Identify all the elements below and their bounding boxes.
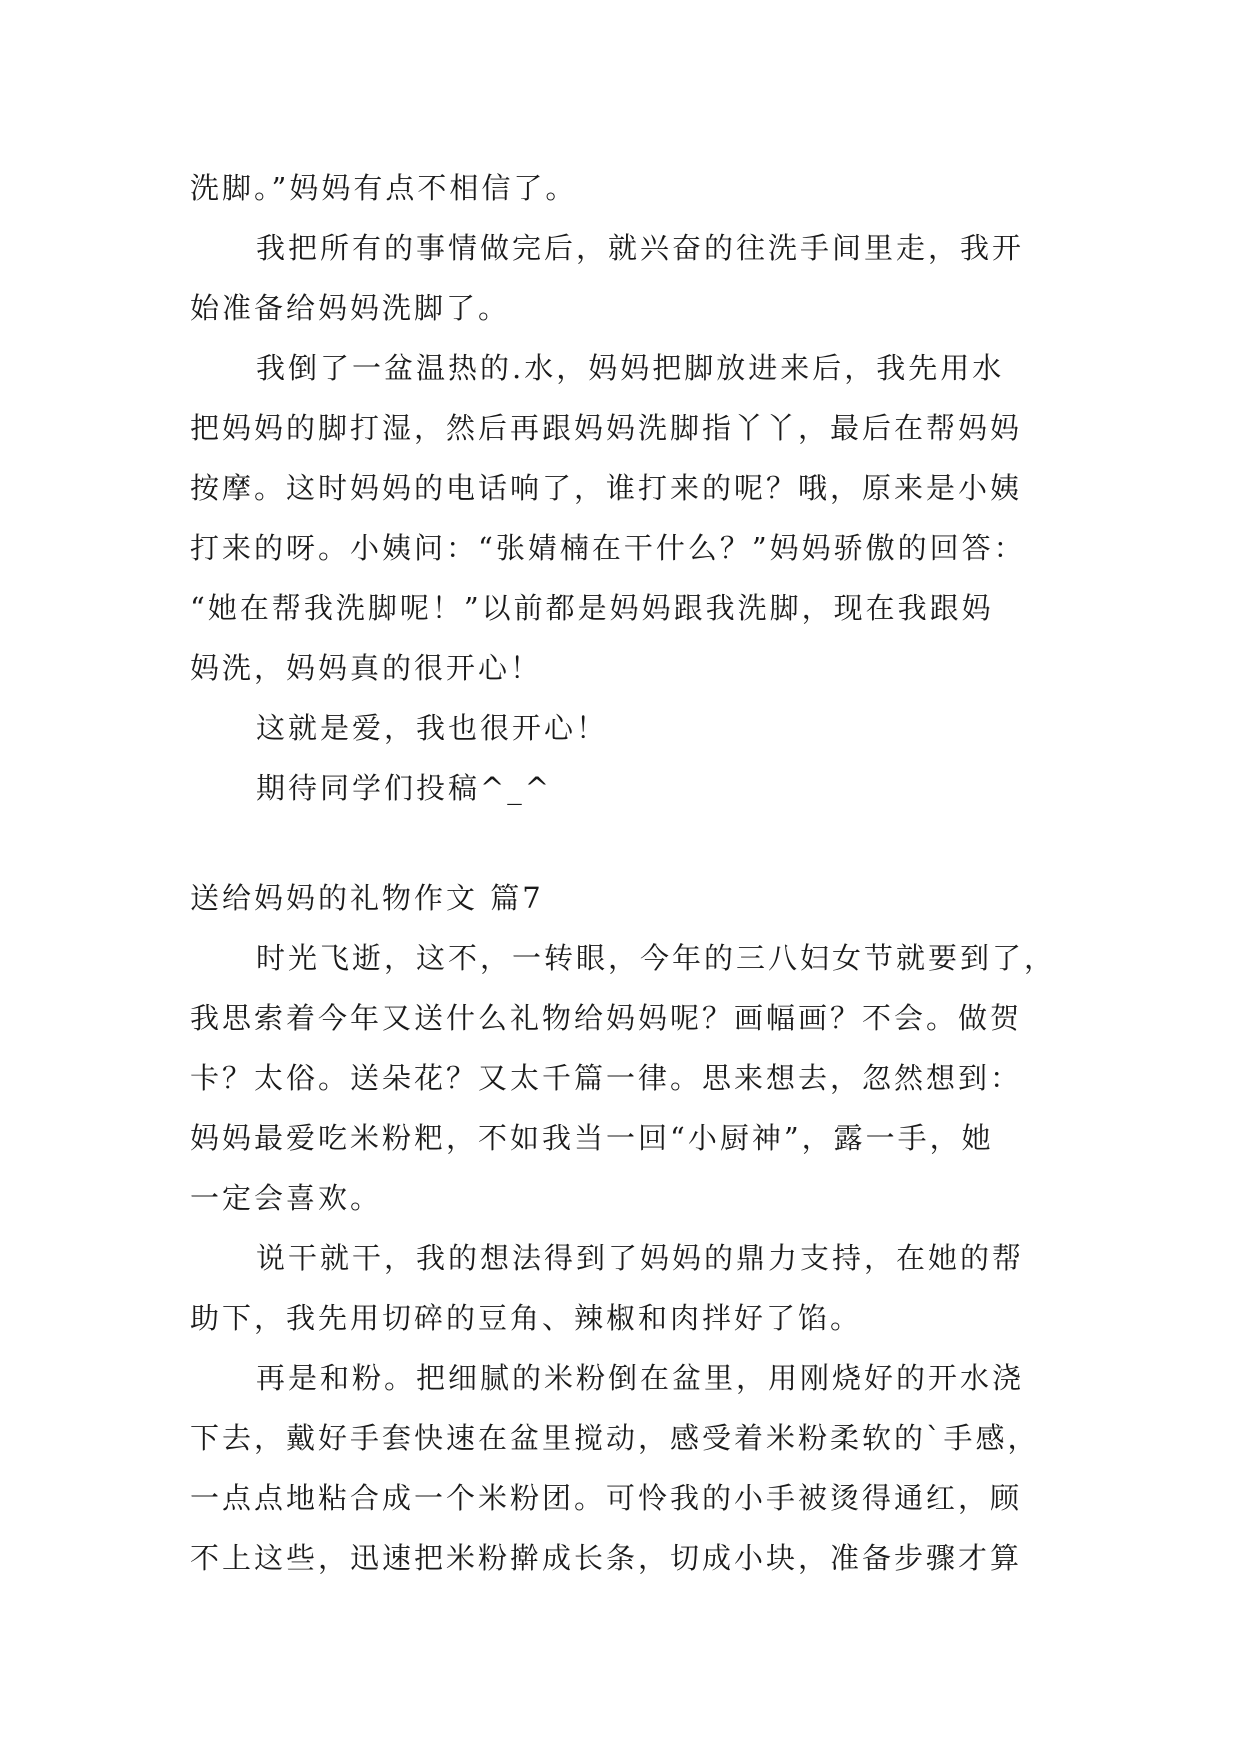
- text-line: 我倒了一盆温热的.水，妈妈把脚放进来后，我先用水: [256, 351, 1005, 385]
- paragraph-2: [190, 218, 1050, 338]
- paragraph-3: [190, 338, 1050, 698]
- text-line: 期待同学们投稿^_^: [256, 771, 553, 805]
- text-line: 妈妈最爱吃米粉粑，不如我当一回“小厨神”，露一手，她: [190, 1121, 994, 1155]
- paragraph-4: [190, 698, 1050, 758]
- text-line: 再是和粉。把细腻的米粉倒在盆里，用刚烧好的开水浇: [256, 1361, 1025, 1395]
- text-line: 说干就干，我的想法得到了妈妈的鼎力支持，在她的帮: [256, 1241, 1025, 1275]
- heading-text: 送给妈妈的礼物作文 篇7: [190, 881, 544, 915]
- text-line: 一定会喜欢。: [190, 1181, 383, 1215]
- text-line: 下去，戴好手套快速在盆里搅动，感受着米粉柔软的`手感，: [190, 1421, 1040, 1455]
- text-line: 这就是爱，我也很开心！: [256, 711, 609, 745]
- text-line: 把妈妈的脚打湿，然后再跟妈妈洗脚指丫丫，最后在帮妈妈: [190, 411, 1023, 445]
- text-line: 助下，我先用切碎的豆角、辣椒和肉拌好了馅。: [190, 1301, 863, 1335]
- paragraph-8: [190, 1348, 1050, 1588]
- text-line: “她在帮我洗脚呢！”以前都是妈妈跟我洗脚，现在我跟妈: [190, 591, 994, 625]
- text-line: 不上这些，迅速把米粉擀成长条，切成小块，准备步骤才算: [190, 1541, 1023, 1575]
- text-line: 按摩。这时妈妈的电话响了，谁打来的呢？哦，原来是小姨: [190, 471, 1023, 505]
- text-line: 妈洗，妈妈真的很开心！: [190, 651, 543, 685]
- text-line: 时光飞逝，这不，一转眼，今年的三八妇女节就要到了，: [256, 941, 1057, 975]
- text-block-top: [190, 158, 1050, 218]
- section-heading: [190, 868, 1050, 928]
- text-line: 打来的呀。小姨问：“张婧楠在干什么？”妈妈骄傲的回答：: [190, 531, 1026, 565]
- paragraph-7: [190, 1228, 1050, 1348]
- text-line: 一点点地粘合成一个米粉团。可怜我的小手被烫得通红，顾: [190, 1481, 1023, 1515]
- text-line: 我把所有的事情做完后，就兴奋的往洗手间里走，我开: [256, 231, 1025, 265]
- text-line: 洗脚。”妈妈有点不相信了。: [190, 171, 578, 205]
- paragraph-5: [190, 758, 1050, 818]
- text-line: 始准备给妈妈洗脚了。: [190, 291, 511, 325]
- paragraph-6: [190, 928, 1057, 1228]
- text-line: 卡？太俗。送朵花？又太千篇一律。思来想去，忽然想到：: [190, 1061, 1023, 1095]
- text-line: 我思索着今年又送什么礼物给妈妈呢？画幅画？不会。做贺: [190, 1001, 1023, 1035]
